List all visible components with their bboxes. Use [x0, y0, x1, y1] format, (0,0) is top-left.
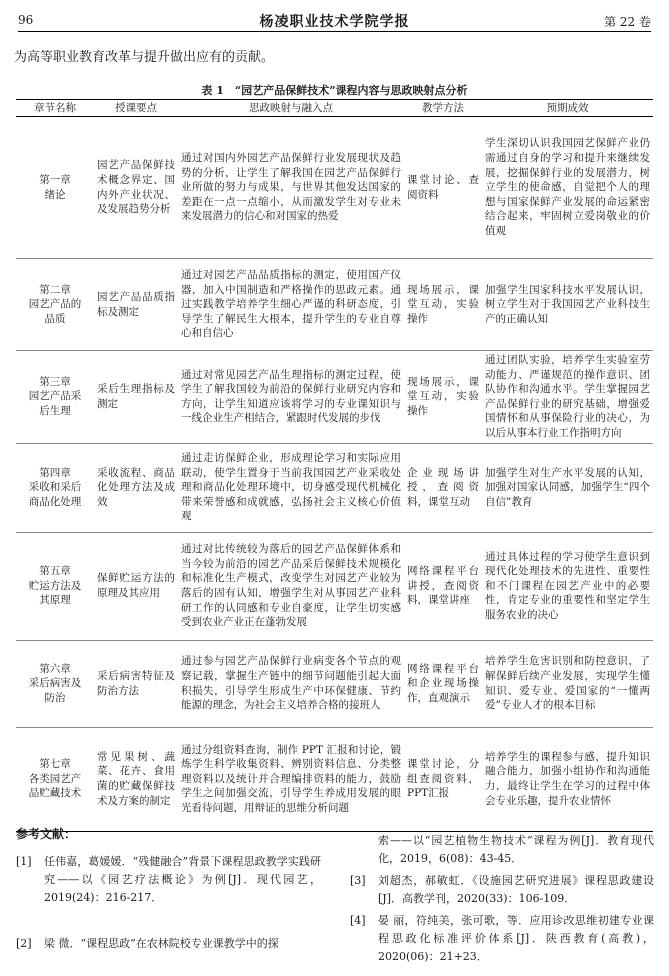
chapter-cell: 第七章 各类园艺产 品贮藏技术	[16, 727, 94, 831]
chapter-cell: 第五章 贮运方法及 其原理	[16, 532, 94, 640]
table-row	[16, 443, 653, 532]
mapping-cell: 通过对比传统较为落后的园艺产品保鲜体系和当今较为前沿的园艺产品采后保鲜技术规模化和标准化生产模式，改变学生对园艺产业较为落后的固有认知，增强学生对从事园艺产业科研工作的认同感和专业自豪度，让学生切实感受到农业产业正在蓬勃发展	[178, 532, 404, 640]
points-cell: 采后病害特征及防治方法	[94, 640, 178, 727]
table-row	[16, 640, 653, 727]
mapping-cell: 通过对国内外园艺产品保鲜行业发展现状及趋势的分析，让学生了解我国在园艺产品保鲜行业所做的努力与成果，与世界其他发达国家的差距在一点一点缩小，从而激发学生对专业未来发展潜力的信心和对国家的热爱	[181, 152, 401, 223]
outcome-cell: 通过团队实验，培养学生实验室劳动能力、严谨规范的操作意识、团队协作和沟通水平。学生掌握园艺产品保鲜行业的研究基础，增强爱国情怀和从事保险行业的决心，为以后从事本行业工作指明方向	[482, 351, 653, 444]
outcome-cell: 培养学生危害识别和防控意识，了解保鲜后续产业发展，实现学生懂知识、爱专业、爱国家的“一懂两爱”专业人才的根本目标	[482, 640, 653, 727]
points-cell: 常见果树、蔬菜、花卉、食用菌的贮藏保鲜技术及方案的制定	[94, 727, 178, 831]
page-number: 96	[18, 13, 34, 27]
points-cell: 采收流程、商品化处理方法及成效	[94, 443, 178, 532]
mapping-cell: 通过走访保鲜企业，形成理论学习和实际应用联动，使学生置身于当前我国园艺产业采收处理和商品化处理环境中，切身感受现代机械化带来荣誉感和成就感，弘扬社会主义核心价值观	[178, 443, 404, 532]
reference-number: [4]	[350, 914, 366, 927]
table-row	[16, 532, 653, 640]
table-caption: 表 1 “园艺产品保鲜技术”课程内容与思政映射点分析	[201, 84, 468, 97]
method-cell: 网络课程平台和企业现场操作，直观演示	[404, 640, 482, 727]
table-row	[16, 727, 653, 831]
reference-item	[16, 935, 321, 953]
table-row	[16, 259, 653, 351]
chapter-cell: 第二章 园艺产品的 品质	[16, 259, 94, 351]
header-points: 授课要点	[94, 100, 178, 117]
intro-paragraph: 为高等职业教育改革与提升做出应有的贡献。	[14, 50, 275, 65]
table-header-row	[16, 100, 653, 117]
reference-item	[16, 853, 321, 907]
reference-item	[350, 912, 654, 966]
points-cell: 园艺产品品质指标及测定	[94, 259, 178, 351]
outcome-cell: 加强学生国家科技水平发展认识，树立学生对于我国园艺产业科技生产的正确认知	[482, 259, 653, 351]
volume-label: 第 22 卷	[604, 15, 651, 29]
reference-text: 刘超杰，郝敏虹．《设施园艺研究进展》课程思政建设[J]．高教学刊，2020(33)：106-109．	[378, 874, 654, 905]
method-cell: 现场展示，课堂互动，实验操作	[404, 259, 482, 351]
chapter-cell: 第四章 采收和采后 商品化处理	[16, 443, 94, 532]
reference-item	[350, 872, 654, 908]
header-chapter: 章节名称	[16, 100, 94, 117]
page-header	[18, 10, 651, 30]
chapter-cell: 第三章 园艺产品采 后生理	[16, 351, 94, 444]
outcome-cell: 学生深切认识我国园艺保鲜产业仍需通过自身的学习和提升来继续发展，挖掘保鲜行业的发展潜力，树立学生的使命感，自觉把个人的理想与国家保鲜产业发展的命运紧密结合起来，牢固树立爱岗敬业的价值观	[485, 137, 650, 237]
header-mapping: 思政映射与融入点	[178, 100, 404, 117]
chapter-cell: 第一章 绪论	[39, 173, 71, 201]
table-row	[16, 117, 653, 259]
journal-title: 杨凌职业技术学院学报	[259, 14, 410, 30]
method-cell: 网络课程平台讲授，查阅资料，课堂讲座	[404, 532, 482, 640]
outcome-cell: 加强学生对生产水平发展的认知，加强对国家认同感，加强学生“四个自信”教育	[482, 443, 653, 532]
header-method: 教学方法	[404, 100, 482, 117]
outcome-cell: 通过具体过程的学习使学生意识到现代化处理技术的先进性、重要性和不门课程在园艺产业中的必要性，肯定专业的重要性和坚定学生服务农业的决心	[482, 532, 653, 640]
reference-text: 索——以“园艺植物生物技术”课程为例[J]．教育现代化，2019，6(08)：43-45．	[378, 834, 654, 865]
reference-number: [3]	[350, 874, 366, 887]
outcome-cell: 培养学生的课程参与感，提升知识融合能力，加强小组协作和沟通能力，最终让学生在学习的过程中体会专业乐趣，提升农业情怀	[482, 727, 653, 831]
reference-text: 晏 丽，符纯美，张可歌，等．应用诊改思维初建专业课程思政化标准评价体系[J]．陕西教育(高教)，2020(06)：21+23．	[378, 914, 654, 963]
reference-item-continued	[350, 832, 654, 868]
header-rule	[18, 31, 651, 32]
chapter-cell: 第六章 采后病害及 防治	[16, 640, 94, 727]
mapping-cell: 通过对常见园艺产品生理指标的测定过程，使学生了解我国较为前沿的保鲜行业研究内容和方向，让学生知道应该将学习的专业课知识与一线企业生产相结合，紧跟时代发展的步伐	[178, 351, 404, 444]
method-cell: 现场展示，课堂互动，实验操作	[404, 351, 482, 444]
mapping-cell: 通过参与园艺产品保鲜行业病变各个节点的观察记载，掌握生产链中的细节问题能引起大面积损失，引导学生形成生产中环保健康、节约能源的理念，为社会主义培养合格的接班人	[178, 640, 404, 727]
points-cell: 保鲜贮运方法的原理及其应用	[94, 532, 178, 640]
method-cell: 课堂讨论，分组查阅资料，PPT汇报	[404, 727, 482, 831]
reference-text: 梁 微．“课程思政”在农林院校专业课教学中的探	[44, 937, 279, 950]
reference-number: [1]	[16, 855, 32, 868]
course-mapping-table	[16, 99, 653, 832]
points-cell: 园艺产品保鲜技术概念界定、国内外产业状况、及发展趋势分析	[97, 159, 175, 216]
method-cell: 企业现场讲授，查阅资料，课堂互动	[404, 443, 482, 532]
header-outcome: 预期成效	[482, 100, 653, 117]
table-row	[16, 351, 653, 444]
mapping-cell: 通过分组资料查询，制作 PPT 汇报和讨论，锻炼学生科学收集资料、辨别资料信息、分类整理资料以及统计并合理编排资料的能力，鼓励学生之间加强交流，引导学生养成用发展的眼光看待问题，用辩证的思维分析问题	[178, 727, 404, 831]
method-cell: 课堂讨论、查阅资料	[407, 173, 479, 201]
reference-text: 任伟嘉，葛媛媛．“残健融合”背景下课程思政教学实践研究——以《园艺疗法概论》为例[J]．现代园艺，2019(24)：216-217．	[44, 855, 321, 904]
reference-number: [2]	[16, 937, 32, 950]
mapping-cell: 通过对园艺产品品质指标的测定，使用国产仪器，加入中国制造和严格操作的思政元素。通过实践教学培养学生细心严谨的科研态度，引导学生了解民生大根本，提升学生的专业自尊心和自信心	[178, 259, 404, 351]
points-cell: 采后生理指标及测定	[94, 351, 178, 444]
references-title: 参考文献：	[16, 827, 77, 841]
